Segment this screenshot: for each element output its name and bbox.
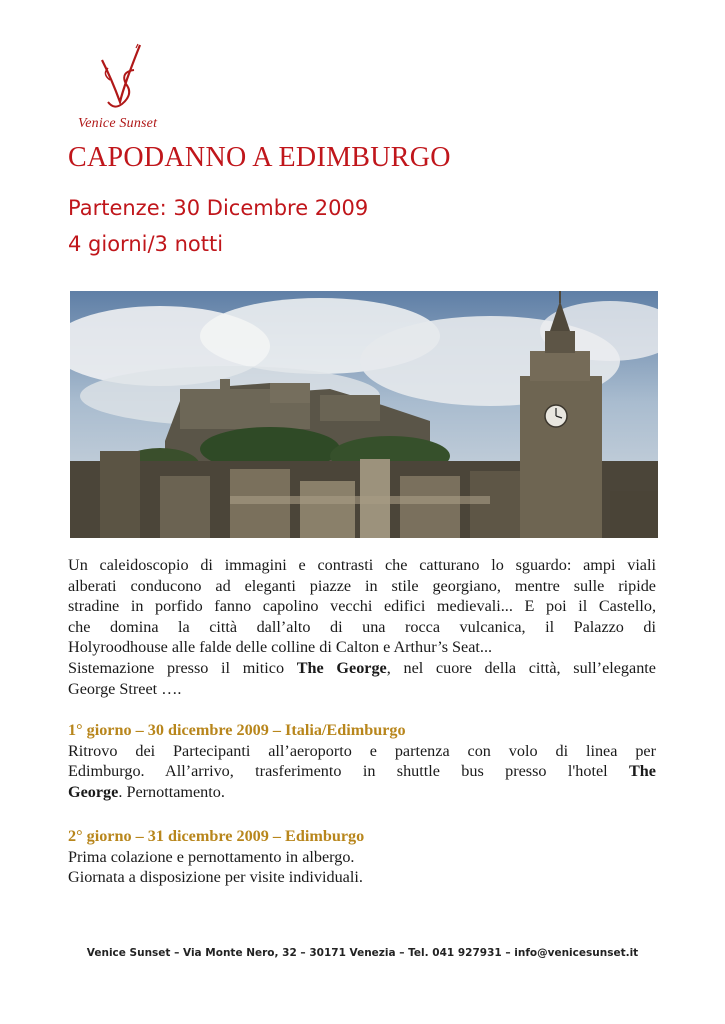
page-title: CAPODANNO A EDIMBURGO [68,142,451,173]
intro-paragraph [68,555,656,699]
intro-line: stradine in porfido fanno capolino vecchi edifici medievali... E poi il Castello, [68,597,656,616]
hotel-pre: Sistemazione presso il mitico [68,658,297,677]
day-2-heading: 2° giorno – 31 dicembre 2009 – Edimburgo [68,827,365,845]
intro-line: alberati conducono ad eleganti piazze in stile georgiano, mentre sulle ripide [68,576,656,595]
day-2-line: Giornata a disposizione per visite individuali. [68,868,363,887]
day-1-heading: 1° giorno – 30 dicembre 2009 – Italia/Edimburgo [68,721,406,739]
hotel-post: , nel cuore della città, sull’elegante [386,658,656,677]
departure-date: Partenze: 30 Dicembre 2009 [68,196,369,220]
trip-duration: 4 giorni/3 notti [68,232,224,256]
itinerary-day-1 [68,720,656,802]
itinerary-day-2 [68,826,656,888]
day-2-line: Prima colazione e pernottamento in albergo. [68,847,355,866]
logo-brand-text: Venice Sunset [78,116,158,131]
day-1-hotel: The [629,762,656,781]
day-1-line: Ritrovo dei Partecipanti all’aeroporto e partenza con volo di linea per [68,741,656,760]
footer-contact: Venice Sunset – Via Monte Nero, 32 – 30171 Venezia – Tel. 041 927931 – info@venicesunset.it [86,947,639,959]
hotel-name: The George [296,658,387,677]
hotel-line [68,658,656,679]
day-1-line [68,761,656,782]
day-1-line [68,782,656,803]
intro-line: Un caleidoscopio di immagini e contrasti che catturano lo sguardo: ampi viali [68,556,656,574]
day-1-hotel-cont: George [68,782,119,801]
day-1-text: Edimburgo. All’arrivo, trasferimento in shuttle bus presso l'hotel [68,762,629,781]
edinburgh-skyline-photo [70,291,658,538]
intro-line: Holyroodhouse alle falde delle colline di Calton e Arthur’s Seat... [68,638,493,657]
intro-line: che domina la città dall’alto di una rocca vulcanica, il Palazzo di [68,617,656,636]
intro-line: George Street …. [68,679,182,698]
day-1-text: . Pernottamento. [118,782,225,801]
